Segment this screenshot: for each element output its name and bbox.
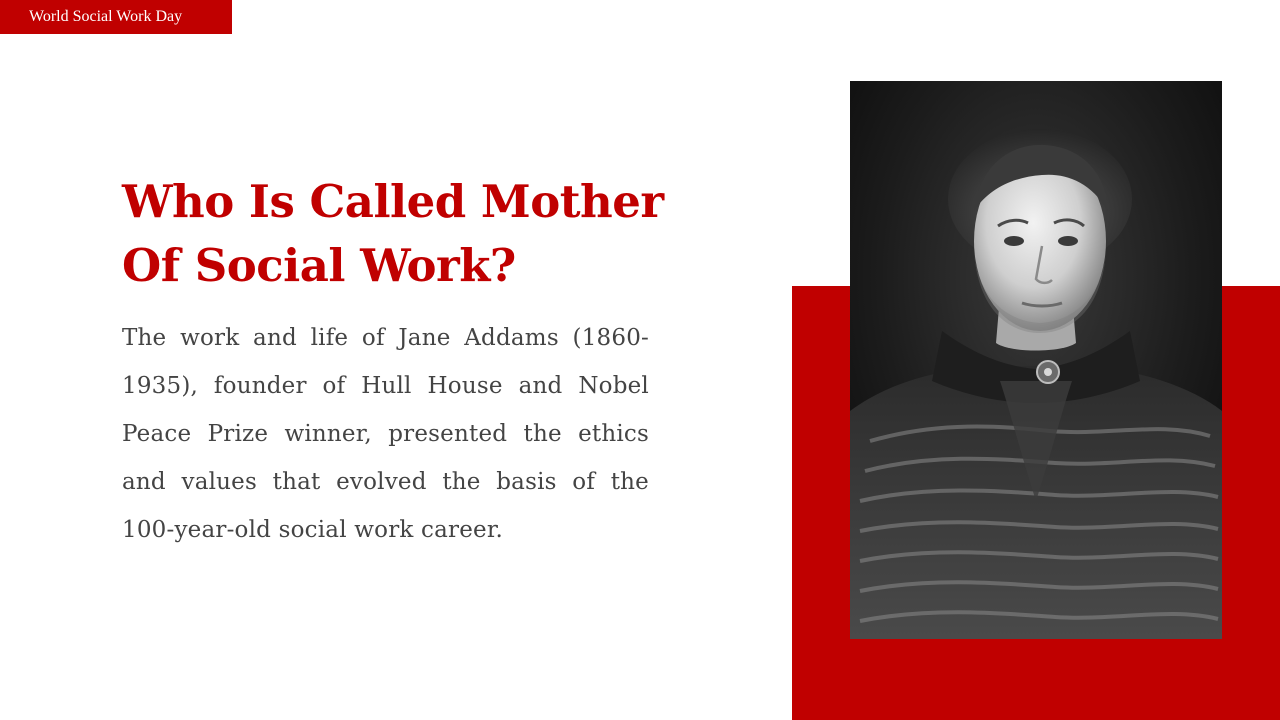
slide-title-line-1: Who Is Called Mother xyxy=(122,175,664,228)
section-tag-label: World Social Work Day xyxy=(29,8,183,25)
portrait-photo xyxy=(850,81,1222,639)
slide-body-text: The work and life of Jane Addams (1860-1935), founder of Hull House and Nobel Peace Prize winner, presented the ethics and values that evolved the basis of the 100-year-old social work career. xyxy=(122,325,649,543)
slide-title-line-2: Of Social Work? xyxy=(122,239,516,292)
portrait-illustration xyxy=(850,81,1222,639)
section-tag xyxy=(0,0,232,34)
slide-title xyxy=(122,170,722,298)
